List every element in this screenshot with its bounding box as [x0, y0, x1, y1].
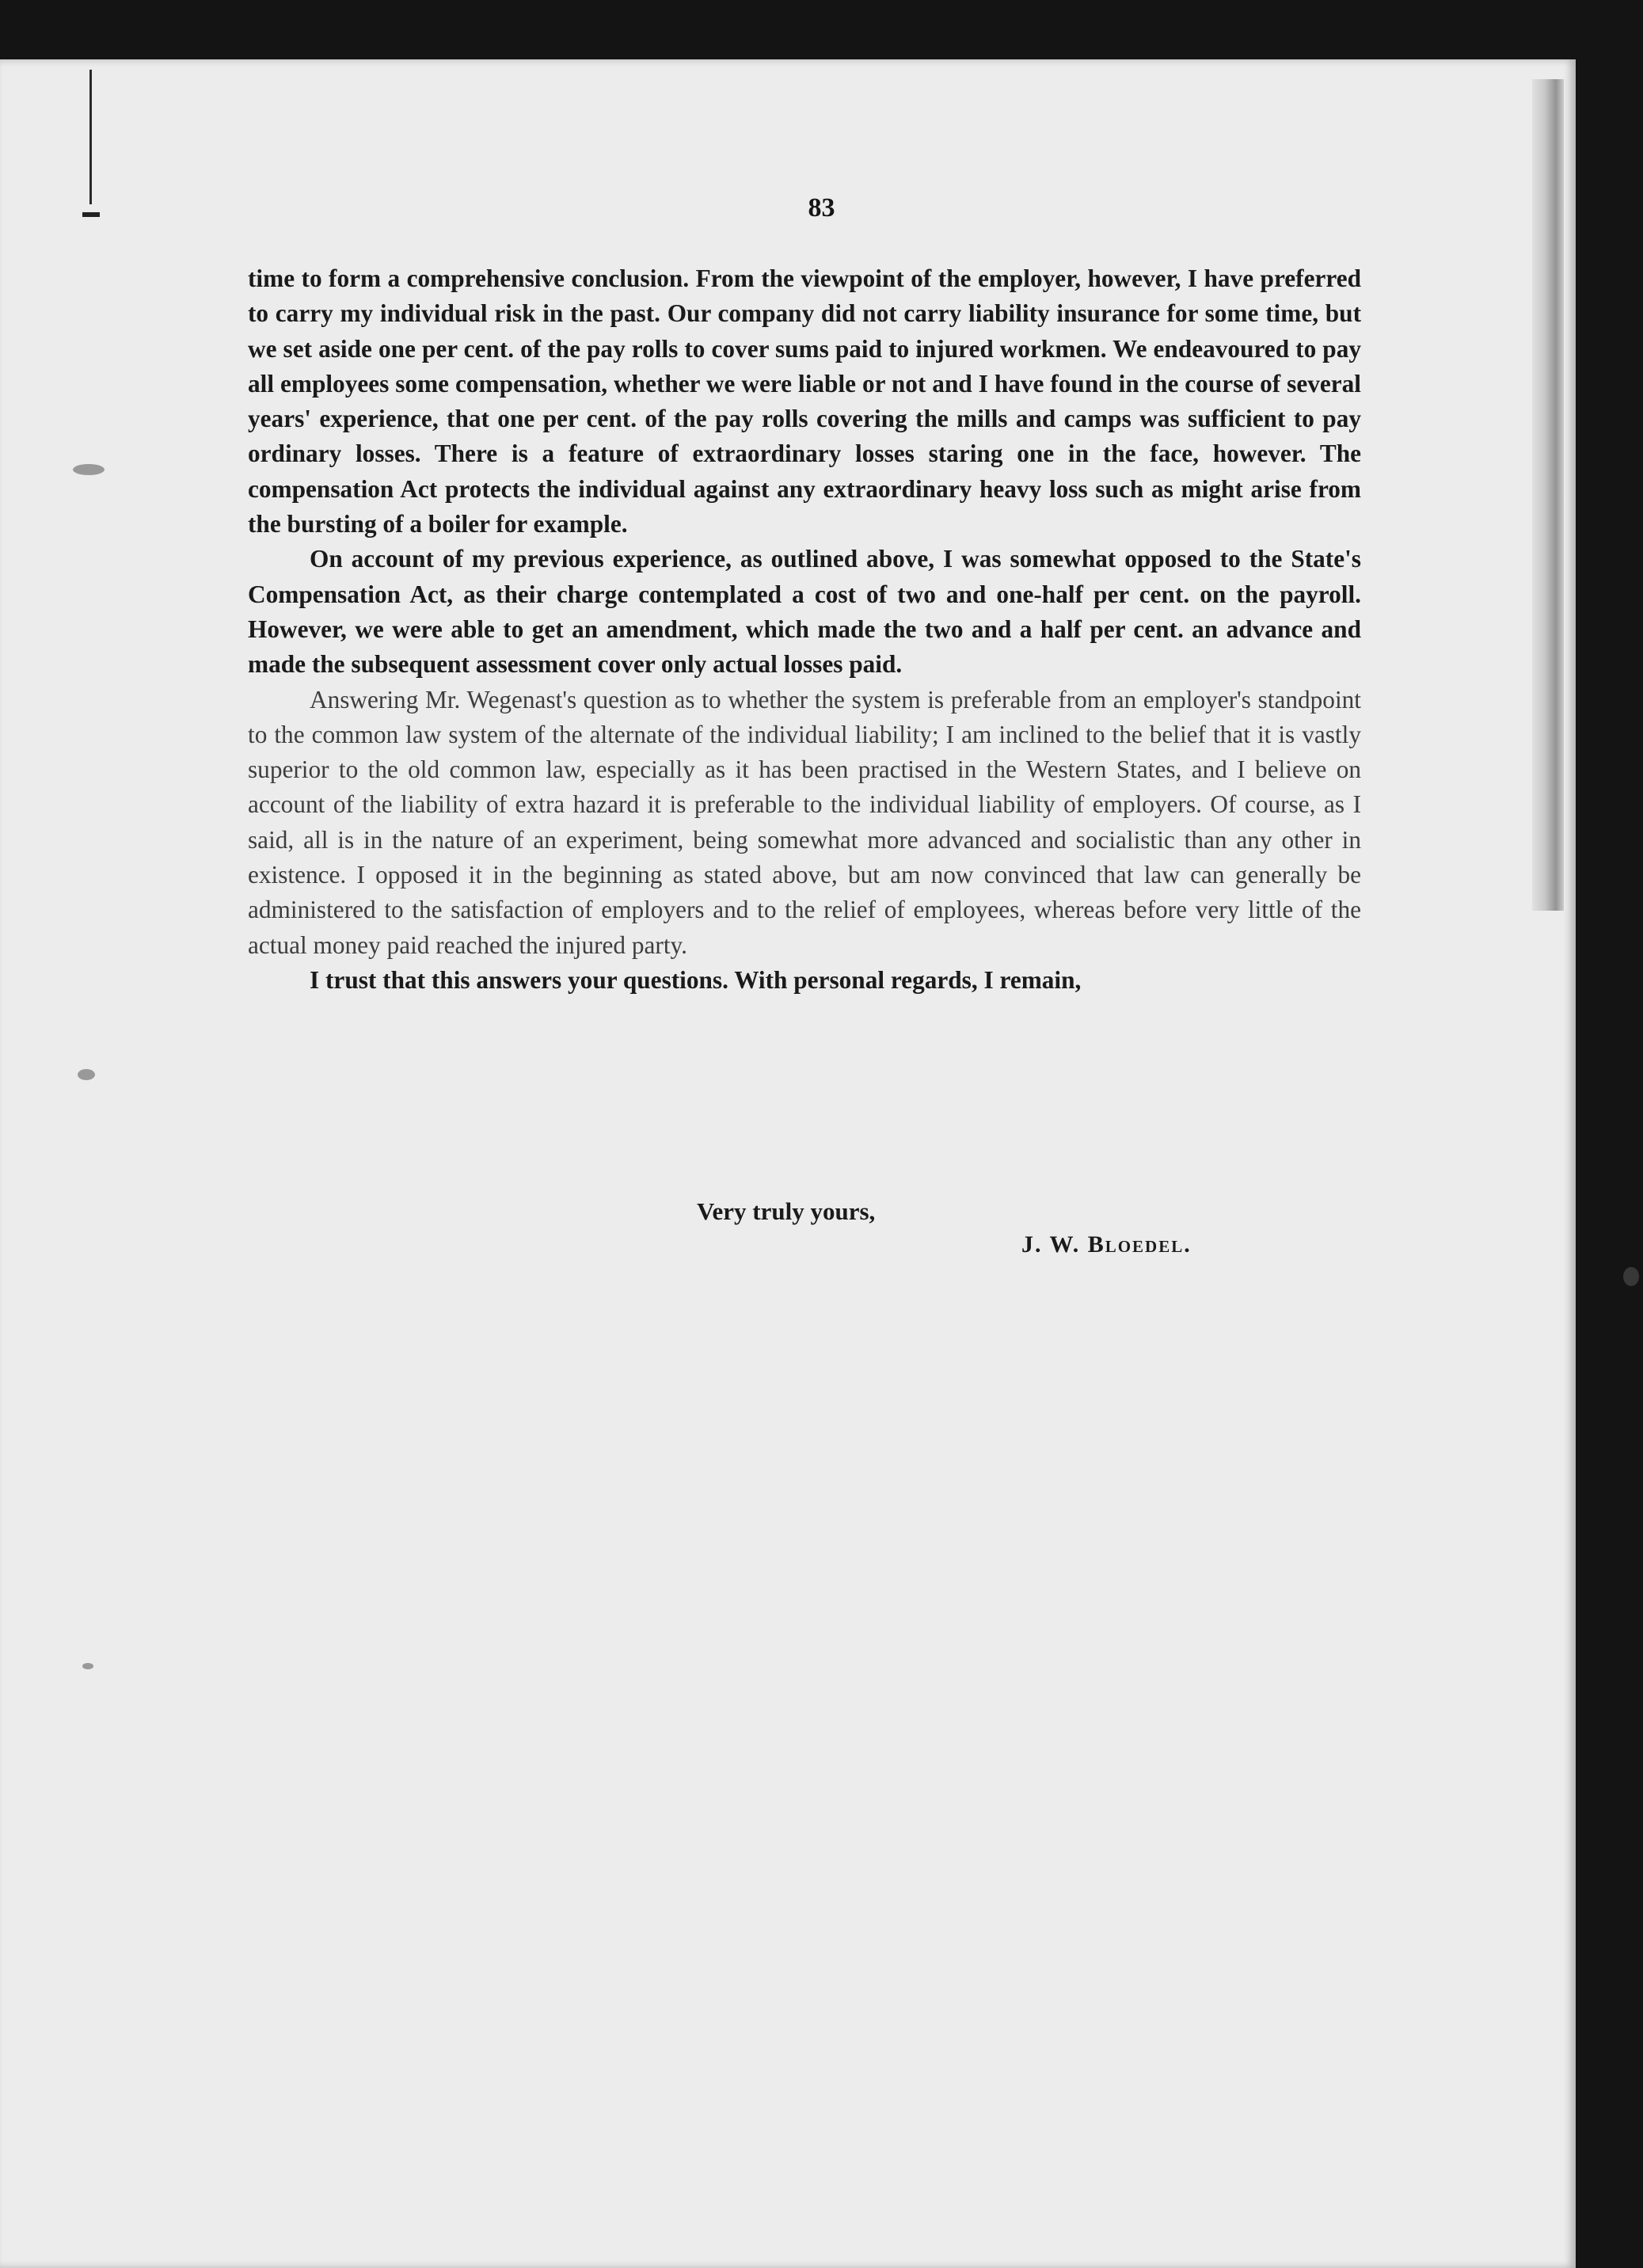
- scan-smudge: [82, 1663, 93, 1669]
- closing-salutation: Very truly yours,: [697, 1197, 876, 1225]
- paragraph-1: time to form a comprehensive conclusion. From the viewpoint of the employer, however, I have preferred to carry my individual risk in the past. Our company did not carry liability insurance for some time, but we set aside one per cent. of the pay rolls to cover sums paid to injured workmen. We endeavoured to pay all employees some compensation, whether we were liable or not and I have found in the course of several years' experience, that one per cent. of the pay rolls covering the mills and camps was sufficient to pay ordinary losses. There is a feature of extraordinary losses staring one in the face, however. The compensation Act protects the individual against any extraordinary heavy loss such as might arise from the bursting of a boiler for example.: [248, 264, 1361, 538]
- letter-body: [248, 261, 1361, 998]
- page-number: 83: [808, 193, 835, 223]
- scan-smudge: [1623, 1267, 1639, 1286]
- scan-smudge: [78, 1069, 95, 1080]
- paragraph-3: Answering Mr. Wegenast's question as to whether the system is preferable from an employer's standpoint to the common law system of the alternate of the individual liability; I am inclined to the belief that it is vastly superior to the old common law, especially as it has been practised in the Western States, and I believe on account of the liability of extra hazard it is preferable to the individual liability of employers. Of course, as I said, all is in the nature of an experiment, being somewhat more advanced and socialistic than any other in existence. I opposed it in the beginning as stated above, but am now convinced that law can generally be administered to the satisfaction of employers and to the relief of employees, whereas before very little of the actual money paid reached the injured party.: [248, 685, 1361, 959]
- margin-rule: [89, 70, 92, 204]
- signature: J. W. Bloedel.: [1021, 1231, 1192, 1258]
- scan-smudge: [73, 464, 105, 475]
- paragraph-4: I trust that this answers your questions. With personal regards, I remain,: [310, 965, 1082, 994]
- paragraph-2: On account of my previous experience, as outlined above, I was somewhat opposed to the State's Compensation Act, as their charge contemplated a cost of two and one-half per cent. on the payroll. However, we were able to get an amendment, which made the two and a half per cent. an advance and made the subsequent assessment cover only actual losses paid.: [248, 545, 1361, 679]
